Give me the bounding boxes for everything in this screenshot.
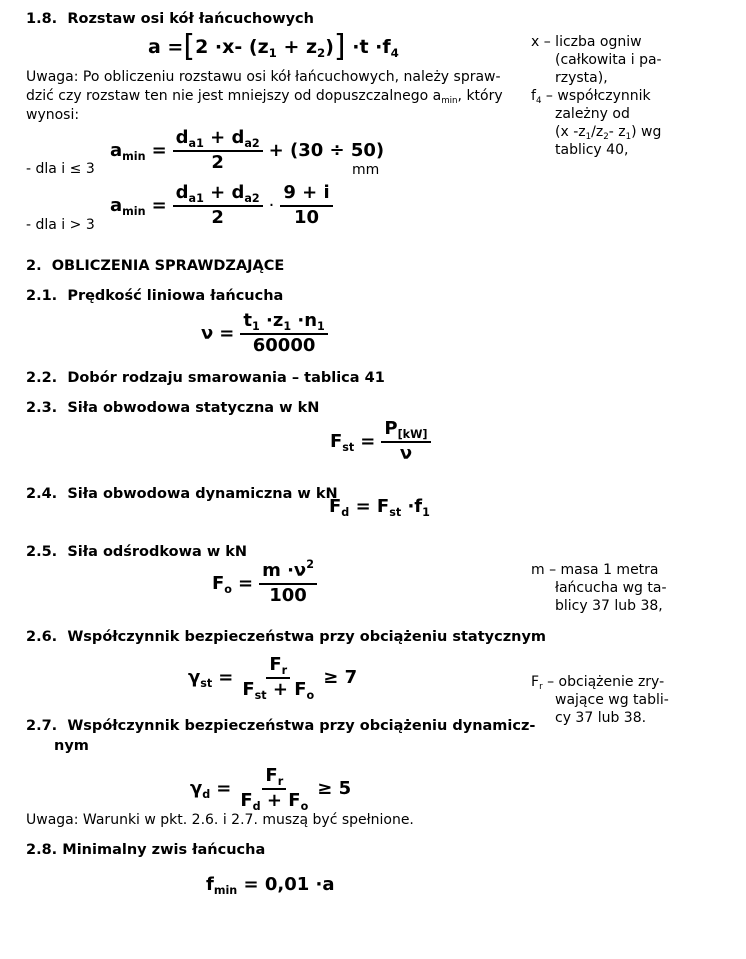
- section-2-6-heading: 2.6. Współczynnik bezpieczeństwa przy obciążeniu statycznym: [26, 629, 547, 645]
- side-note-x-f4: x – liczba ogniw (całkowita i pa- rzysta), $f_4$ – współczynnik zależny od (x $-z_1/z_2-$ $z_1$) wg tablicy 40,: [531, 34, 662, 158]
- note-2-7: Uwaga: Warunki w pkt. 2.6. i 2.7. muszą być spełnione.: [26, 812, 414, 828]
- unit-mm: mm: [352, 162, 380, 178]
- formula-min-sag: $f_{min} = 0,01 \cdot a$: [206, 874, 335, 897]
- formula-amin-case1: $a_{min}$ = $\frac{d_{a1} + d_{a2}}{2}$ + (30 ÷ 50): [110, 127, 385, 173]
- section-2-1-heading: 2.1. Prędkość liniowa łańcucha: [26, 288, 284, 304]
- section-2-7-heading: 2.7. Współczynnik bezpieczeństwa przy obciążeniu dynamicz- nym: [26, 718, 536, 754]
- formula-velocity: ν = $\frac{t_1 \cdot z_1 \cdot n_1}{60000}$: [201, 311, 328, 356]
- section-2-3-heading: 2.3. Siła obwodowa statyczna w kN: [26, 400, 320, 416]
- section-2-heading: 2. OBLICZENIA SPRAWDZAJĄCE: [26, 258, 285, 274]
- formula-static-safety: $\gamma_{st}$ = $\frac{F_r}{F_{st} + F_o}$ ≥ 7: [188, 654, 358, 702]
- note-1-8: Uwaga: Po obliczeniu rozstawu osi kół łańcuchowych, należy spraw- dzić czy rozstaw ten nie jest mniejszy od dopuszczalnego $a_{min}$, który wynosi:: [26, 69, 503, 123]
- section-number: 1.8.: [26, 11, 58, 27]
- side-note-fr: $F_r$ – obciążenie zry- wające wg tabli- cy 37 lub 38.: [531, 674, 669, 726]
- formula-dynamic-force: $F_d = F_{st} \cdot f_1$: [329, 496, 430, 519]
- section-title: Rozstaw osi kół łańcuchowych: [67, 11, 314, 27]
- section-1-8-heading: [26, 11, 314, 27]
- formula-static-force: $F_{st}$ = $\frac{P_{[kW]}}{\nu}$: [330, 419, 431, 464]
- section-2-8-heading: 2.8. Minimalny zwis łańcucha: [26, 842, 266, 858]
- formula-dynamic-safety: $\gamma_d$ = $\frac{F_r}{F_d + F_o}$ ≥ 5: [190, 765, 352, 813]
- formula-centrifugal-force: $F_o$ = $\frac{m \cdot\nu^2}{100}$: [212, 561, 317, 606]
- formula-chain-distance: a =[2 ·x- $(z_1 + z_2)] \cdot t \cdot f_4$: [148, 29, 399, 64]
- case-i-gt-3: - dla i > 3: [26, 217, 95, 233]
- section-2-2-heading: 2.2. Dobór rodzaju smarowania – tablica 41: [26, 370, 385, 386]
- section-2-4-heading: 2.4. Siła obwodowa dynamiczna w kN: [26, 486, 338, 502]
- section-2-5-heading: 2.5. Siła odśrodkowa w kN: [26, 544, 248, 560]
- formula-amin-case2: $a_{min}$ = $\frac{d_{a1} + d_{a2}}{2}$ · $\frac{9 + i}{10}$: [110, 183, 333, 228]
- case-i-le-3: - dla i ≤ 3: [26, 161, 95, 177]
- side-note-m: m – masa 1 metra łańcucha wg ta- blicy 37 lub 38,: [531, 562, 667, 614]
